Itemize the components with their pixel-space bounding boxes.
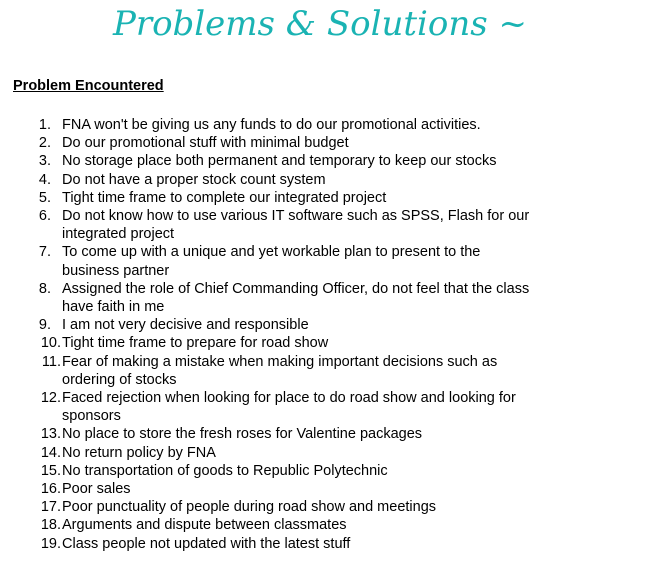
list-item-number: 2.: [38, 135, 51, 152]
list-item-text: [61, 444, 596, 462]
list-item: [0, 425, 596, 443]
list-item-text: [61, 480, 596, 498]
list-item: [0, 334, 596, 352]
list-item-text: [61, 280, 596, 316]
list-item-number: 14.: [40, 444, 61, 461]
list-item-text: [61, 243, 596, 279]
list-item-number: 7.: [38, 244, 51, 261]
list-item-line: Poor sales: [62, 481, 131, 498]
list-item-text: [61, 116, 596, 134]
list-item: [0, 280, 596, 316]
list-item-number: 3.: [38, 153, 51, 170]
list-item-line: Arguments and dispute between classmates: [62, 517, 347, 534]
list-item-line: I am not very decisive and responsible: [62, 317, 309, 334]
list-item-text: [61, 334, 596, 352]
list-item: [0, 462, 596, 480]
section-heading: Problem Encountered: [13, 78, 164, 94]
list-item-number: 8.: [38, 280, 51, 297]
list-item: [0, 498, 596, 516]
list-item-line: FNA won't be giving us any funds to do our promotional activities.: [62, 117, 481, 133]
list-item-line: Assigned the role of Chief Commanding Officer, do not feel that the class: [62, 280, 530, 297]
list-item: [0, 353, 596, 389]
list-item-text: [61, 134, 596, 152]
list-item: [0, 207, 596, 243]
list-item-line: sponsors: [62, 408, 121, 425]
list-item-number: 13.: [40, 426, 61, 443]
list-item-line: Tight time frame to prepare for road show: [62, 335, 329, 352]
list-item-line: No return policy by FNA: [62, 444, 216, 461]
list-item-line: have faith in me: [62, 299, 165, 316]
list-item: [0, 316, 596, 334]
list-item-number: 17.: [40, 499, 61, 516]
list-item: [0, 535, 596, 553]
list-item: [0, 389, 596, 425]
list-item-number: 5.: [38, 189, 51, 206]
list-item: [0, 243, 596, 279]
list-item-number: 10.: [40, 335, 61, 352]
list-item-text: [61, 353, 596, 389]
list-item-text: [61, 316, 596, 334]
list-item-line: integrated project: [62, 226, 175, 243]
list-item-text: [61, 171, 596, 189]
list-item-text: [61, 207, 596, 243]
list-item-line: No storage place both permanent and temporary to keep our stocks: [62, 153, 497, 170]
list-item-text: [61, 535, 596, 553]
list-item-text: [61, 425, 596, 443]
list-item-number: 12.: [40, 390, 61, 407]
list-item-line: Fear of making a mistake when making important decisions such as: [62, 353, 498, 370]
list-item-line: Do our promotional stuff with minimal budget: [62, 135, 349, 152]
list-item-text: [61, 498, 596, 516]
list-item-number: 15.: [40, 462, 61, 479]
list-item-text: [61, 462, 596, 480]
list-item-number: 11.: [41, 353, 61, 370]
list-item-line: ordering of stocks: [62, 371, 177, 388]
list-item: [0, 152, 596, 170]
list-item: [0, 444, 596, 462]
list-item-line: Faced rejection when looking for place to do road show and looking for: [62, 390, 516, 407]
list-item-line: Tight time frame to complete our integrated project: [62, 189, 387, 206]
list-item-line: Poor punctuality of people during road show and meetings: [62, 499, 437, 516]
list-item-line: Class people not updated with the latest stuff: [62, 535, 351, 552]
list-item: [0, 189, 596, 207]
list-item-number: 1.: [38, 117, 51, 133]
list-item-line: business partner: [62, 262, 170, 279]
list-item: [0, 516, 596, 534]
list-item-line: No transportation of goods to Republic Polytechnic: [62, 462, 388, 479]
list-item: [0, 116, 596, 134]
problem-list: [0, 116, 596, 553]
list-item-number: 4.: [38, 171, 51, 188]
page-title: Problems & Solutions ~: [112, 4, 528, 44]
list-item-line: Do not have a proper stock count system: [62, 171, 326, 188]
list-item: [0, 171, 596, 189]
list-item-line: No place to store the fresh roses for Valentine packages: [62, 426, 423, 443]
list-item-text: [61, 389, 596, 425]
list-item-number: 19.: [40, 535, 61, 552]
list-item-number: 16.: [40, 481, 61, 498]
list-item-number: 9.: [38, 317, 51, 334]
list-item-line: Do not know how to use various IT software such as SPSS, Flash for our: [62, 208, 530, 225]
list-item: [0, 134, 596, 152]
list-item-number: 18.: [40, 517, 61, 534]
list-item-line: To come up with a unique and yet workable plan to present to the: [62, 244, 481, 261]
list-item-number: 6.: [38, 208, 51, 225]
list-item-text: [61, 516, 596, 534]
list-item-text: [61, 152, 596, 170]
list-item: [0, 480, 596, 498]
list-item-text: [61, 189, 596, 207]
